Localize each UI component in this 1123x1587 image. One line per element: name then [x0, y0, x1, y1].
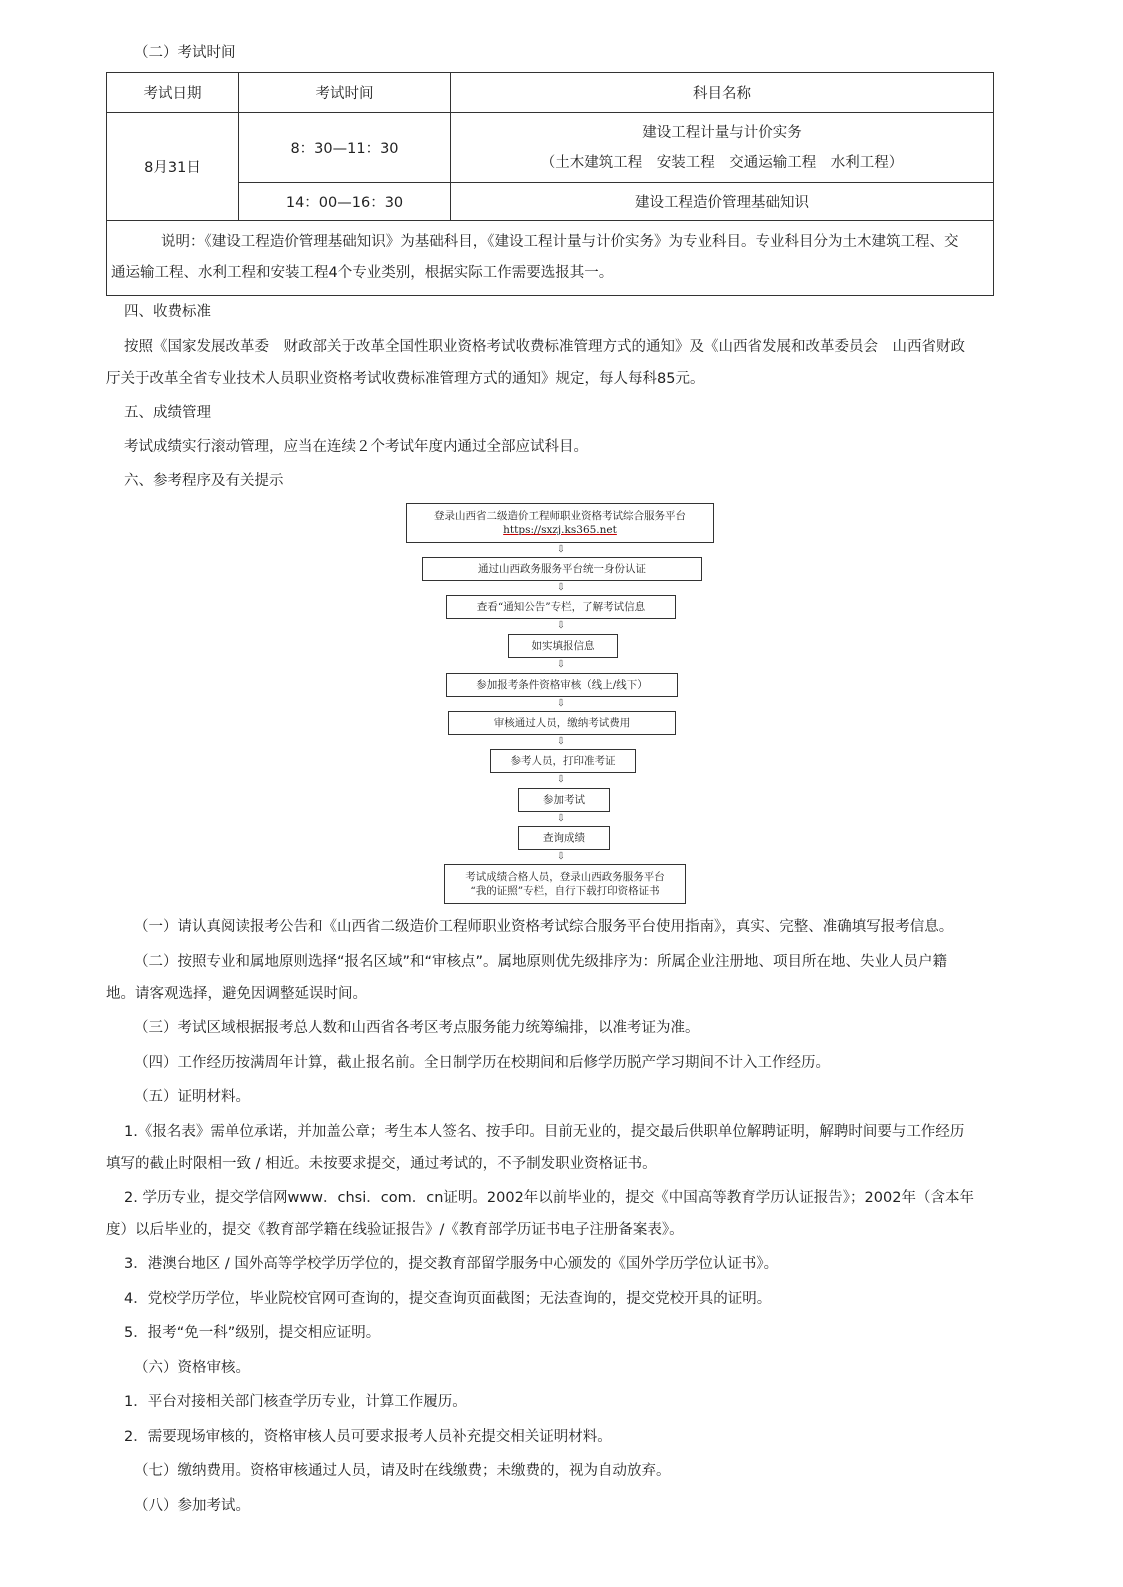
- flow-arrow-3: ⇩: [556, 620, 566, 631]
- section-heading-fees: 四、收费标准: [124, 304, 211, 320]
- flow-arrow-7: ⇩: [556, 774, 566, 785]
- table-header-time: 考试时间: [239, 73, 451, 113]
- platform-url-link[interactable]: https://sxzj.ks365.net: [503, 524, 617, 536]
- exam-schedule-table: [106, 72, 994, 296]
- table-header-subject: 科目名称: [451, 73, 994, 113]
- table-cell-session1-time: 8：30—11：30: [239, 113, 451, 183]
- tip-6-item1: 1．平台对接相关部门核查学历专业，计算工作履历。: [124, 1394, 467, 1410]
- tip-5-item4: 4．党校学历学位，毕业院校官网可查询的，提交查询页面截图；无法查询的，提交党校开具的证明。: [124, 1291, 772, 1307]
- section-heading-exam-time: （二）考试时间: [134, 45, 236, 61]
- flow-step-notices: 查看“通知公告”专栏，了解考试信息: [446, 595, 676, 619]
- tip-3: （三）考试区域根据报考总人数和山西省各考区考点服务能力统筹编排，以准考证为准。: [134, 1020, 700, 1036]
- tip-7: （七）缴纳费用。资格审核通过人员，请及时在线缴费；未缴费的，视为自动放弃。: [134, 1463, 671, 1479]
- tip-8: （八）参加考试。: [134, 1498, 250, 1514]
- tip-4: （四）工作经历按满周年计算，截止报名前。全日制学历在校期间和后修学历脱产学习期间不计入工作经历。: [134, 1055, 830, 1071]
- flow-arrow-2: ⇩: [556, 582, 566, 593]
- table-cell-session2-subject: 建设工程造价管理基础知识: [451, 183, 994, 221]
- table-cell-session1-subject: [451, 113, 994, 183]
- tip-2-line2: 地。请客观选择，避免因调整延误时间。: [106, 986, 367, 1002]
- flow-step-identity: 通过山西政务服务平台统一身份认证: [422, 557, 702, 581]
- flow-step-login-platform: [406, 503, 714, 543]
- table-note-line2: 通运输工程、水利工程和安装工程4个专业类别，根据实际工作需要选报其一。: [111, 265, 614, 281]
- tip-1: （一）请认真阅读报考公告和《山西省二级造价工程师职业资格考试综合服务平台使用指南》，真实、完整、准确填写报考信息。: [134, 919, 954, 935]
- flow-arrow-1: ⇩: [556, 544, 566, 555]
- flow-arrow-6: ⇩: [556, 736, 566, 747]
- flow-step-download-certificate-line2: “我的证照”专栏，自行下载打印资格证书: [470, 885, 660, 897]
- section-heading-procedure: 六、参考程序及有关提示: [124, 473, 284, 489]
- flow-arrow-9: ⇩: [556, 851, 566, 862]
- tip-6-item2: 2．需要现场审核的，资格审核人员可要求报考人员补充提交相关证明材料。: [124, 1429, 612, 1445]
- tip-5-item2-line2: 度）以后毕业的，提交《教育部学籍在线验证报告》/《教育部学历证书电子注册备案表》。: [106, 1222, 684, 1238]
- flow-step-check-scores: 查询成绩: [518, 826, 610, 850]
- tip-5-item5: 5．报考“免一科”级别，提交相应证明。: [124, 1325, 381, 1341]
- session1-subject-line2: （土木建筑工程 安装工程 交通运输工程 水利工程）: [540, 154, 904, 171]
- procedure-flowchart: [406, 503, 716, 908]
- flow-arrow-5: ⇩: [556, 698, 566, 709]
- tip-5-item1-line1: 1.《报名表》需单位承诺，并加盖公章；考生本人签名、按手印。目前无业的，提交最后供职单位解聘证明，解聘时间要与工作经历: [124, 1124, 965, 1140]
- fees-paragraph-line1: 按照《国家发展改革委 财政部关于改革全国性职业资格考试收费标准管理方式的通知》及《山西省发展和改革委员会 山西省财政: [124, 339, 965, 355]
- tip-2-line1: （二）按照专业和属地原则选择“报名区域”和“审核点”。属地原则优先级排序为：所属企业注册地、项目所在地、失业人员户籍: [134, 954, 948, 970]
- flow-arrow-4: ⇩: [556, 659, 566, 670]
- flow-step-fill-info: 如实填报信息: [508, 634, 618, 658]
- table-cell-date: 8月31日: [107, 113, 239, 221]
- tip-5-item1-line2: 填写的截止时限相一致 / 相近。未按要求提交，通过考试的，不予制发职业资格证书。: [106, 1156, 657, 1172]
- table-note: [107, 221, 994, 296]
- table-note-line1: 说明：《建设工程造价管理基础知识》为基础科目，《建设工程计量与计价实务》为专业科目。专业科目分为土木建筑工程、交: [161, 234, 959, 250]
- flow-step-download-certificate: [444, 864, 686, 904]
- section-heading-scores: 五、成绩管理: [124, 405, 211, 421]
- tip-5-heading: （五）证明材料。: [134, 1089, 250, 1105]
- flow-step-print-ticket: 参考人员，打印准考证: [490, 749, 636, 773]
- flow-step-login-platform-text: 登录山西省二级造价工程师职业资格考试综合服务平台: [434, 510, 686, 522]
- table-cell-session2-time: 14：00—16：30: [239, 183, 451, 221]
- tip-5-item2-line1: 2. 学历专业，提交学信网www．chsi．com．cn证明。2002年以前毕业的，提交《中国高等教育学历认证报告》；2002年（含本年: [124, 1190, 974, 1206]
- tip-6-heading: （六）资格审核。: [134, 1360, 250, 1376]
- session1-subject-line1: 建设工程计量与计价实务: [642, 124, 802, 141]
- flow-step-pay-fees: 审核通过人员，缴纳考试费用: [448, 711, 676, 735]
- flow-step-download-certificate-line1: 考试成绩合格人员，登录山西政务服务平台: [465, 871, 665, 883]
- flow-arrow-8: ⇩: [556, 813, 566, 824]
- flow-step-qualification-review: 参加报考条件资格审核（线上/线下）: [446, 673, 678, 697]
- tip-5-item3: 3．港澳台地区 / 国外高等学校学历学位的，提交教育部留学服务中心颁发的《国外学历学位认证书》。: [124, 1256, 779, 1272]
- table-header-date: 考试日期: [107, 73, 239, 113]
- flow-step-take-exam: 参加考试: [518, 788, 610, 812]
- fees-paragraph-line2: 厅关于改革全省专业技术人员职业资格考试收费标准管理方式的通知》规定，每人每科85元。: [106, 371, 705, 387]
- scores-paragraph: 考试成绩实行滚动管理，应当在连续２个考试年度内通过全部应试科目。: [124, 439, 588, 455]
